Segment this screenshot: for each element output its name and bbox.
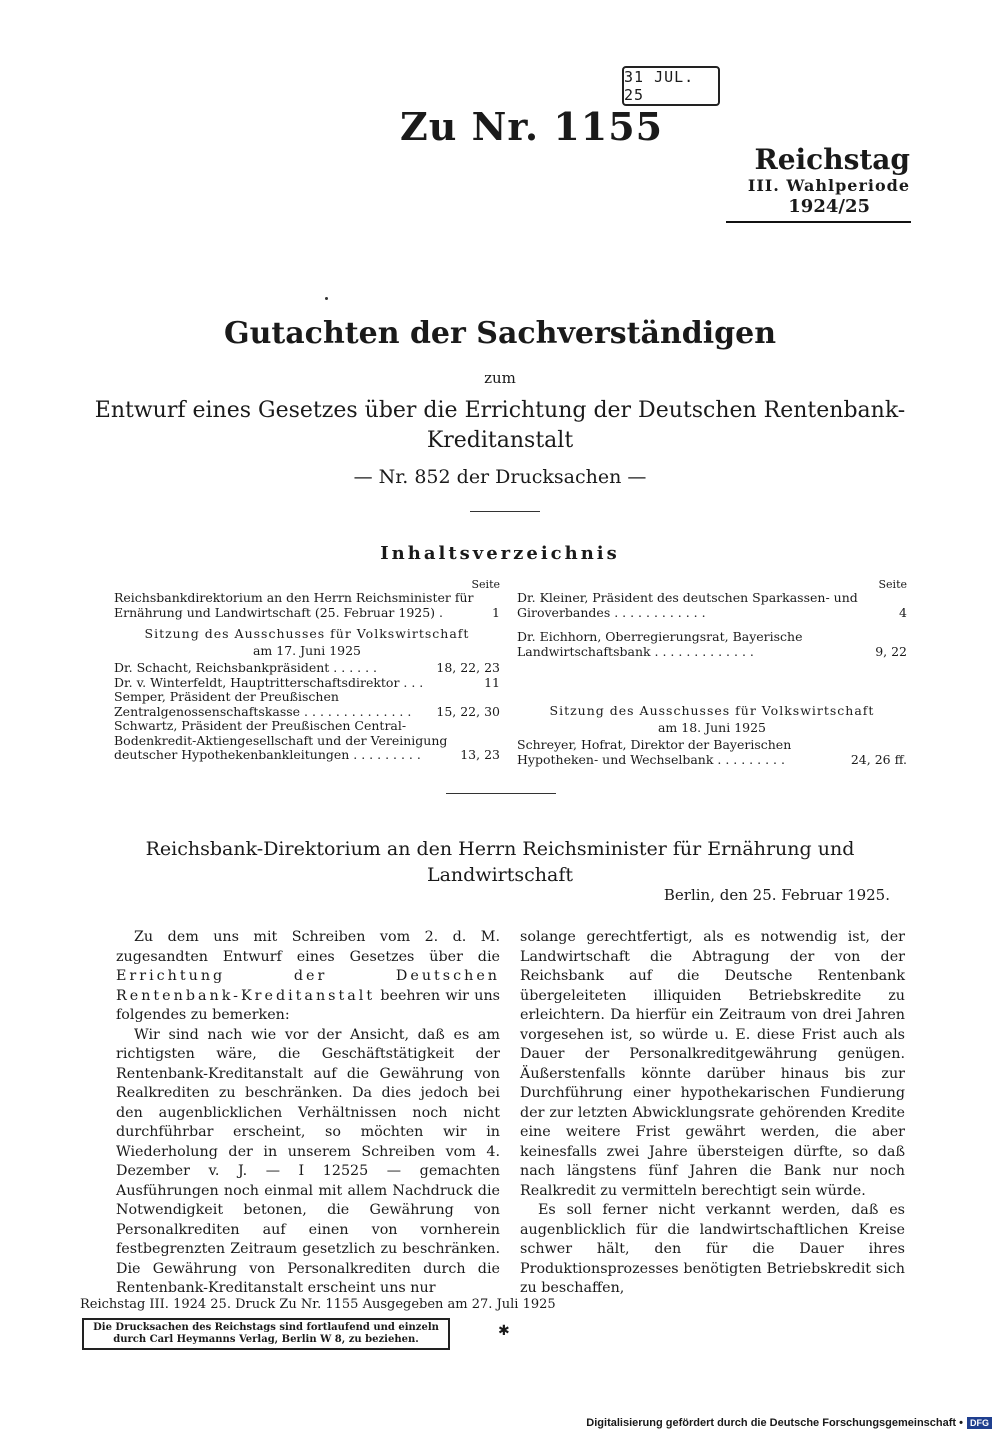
toc-entry-text: Dr. Kleiner, Präsident des deutschen Sparkassen- und Giroverbandes . . . . . . . . . . . . xyxy=(517,590,858,620)
years-label: 1924/25 xyxy=(788,196,870,217)
heading-zum: zum xyxy=(484,369,516,387)
section-heading: Reichsbank-Direktorium an den Herrn Reichsminister für Ernährung und Landwirtschaft xyxy=(145,838,855,886)
dateline: Berlin, den 25. Februar 1925. xyxy=(663,886,890,904)
toc-section-date: am 17. Juni 1925 xyxy=(252,642,362,658)
body-text: Zu dem uns mit Schreiben vom 2. d. M. zugesandten Entwurf eines Gesetzes über die xyxy=(116,929,500,965)
toc-entry xyxy=(517,591,907,620)
body-text-spaced: Errichtung der Deutschen Rentenbank-Kreditanstalt xyxy=(116,968,500,1004)
toc-entry-text: Dr. Schacht, Reichsbankpräsident . . . . . . xyxy=(114,660,378,675)
toc-entry-page: 4 xyxy=(899,604,907,620)
toc-entry-page: 9, 22 xyxy=(875,643,907,659)
toc-section-heading: Sitzung des Ausschusses für Volkswirtschaft xyxy=(144,626,470,641)
toc-entry-text: Semper, Präsident der Preußischen Zentralgenossenschaftskasse . . . . . . . . . . . . . . xyxy=(114,689,412,719)
body-paragraph: Es soll ferner nicht verkannt werden, daß es augenblicklich für die landwirtschaftlichen Kreise schwer hält, den für die Dauer ihres Produktionsprozesses benötigten Betriebskredit sich zu beschaffen, xyxy=(520,1202,905,1296)
toc-entry xyxy=(114,591,500,620)
speck-dot xyxy=(325,297,328,300)
toc-entry xyxy=(517,630,907,659)
reichstag-label: Reichstag xyxy=(754,143,910,176)
divider-rule xyxy=(446,793,556,794)
toc-entry-text: Schreyer, Hofrat, Direktor der Bayerischen Hypotheken- und Wechselbank . . . . . . . . . xyxy=(517,737,792,767)
heading-drucksache-ref: — Nr. 852 der Drucksachen — xyxy=(353,466,647,488)
dfg-credit xyxy=(586,1417,992,1429)
toc-entry-page: 15, 22, 30 xyxy=(436,703,500,719)
toc-entry xyxy=(517,738,907,767)
toc-entry-text: Schwartz, Präsident der Preußischen Central-Bodenkredit-Aktiengesellschaft und der Vereinigung deutscher Hypothekenbankleitungen . . . . . . . . . xyxy=(114,718,448,762)
toc-section-heading: Sitzung des Ausschusses für Volkswirtschaft xyxy=(549,703,875,718)
divider-rule xyxy=(470,511,540,512)
toc-entry-page: 1 xyxy=(492,604,500,620)
toc-left-column xyxy=(114,578,500,763)
date-stamp: 31 JUL. 25 xyxy=(622,66,720,106)
toc-entry xyxy=(114,661,500,676)
header-rule xyxy=(726,221,911,223)
body-left-column xyxy=(116,928,500,1299)
dfg-credit-text: Digitalisierung gefördert durch die Deutsche Forschungsgemeinschaft • xyxy=(586,1417,963,1429)
seite-label: Seite xyxy=(878,578,907,591)
toc-entry-page: 11 xyxy=(484,674,500,690)
toc-entry xyxy=(114,719,500,763)
toc-entry-page: 24, 26 ff. xyxy=(850,751,907,767)
toc-entry xyxy=(114,690,500,719)
seite-label: Seite xyxy=(471,578,500,591)
toc-entry-text: Dr. v. Winterfeldt, Hauptritterschaftsdirektor . . . xyxy=(114,674,424,690)
body-right-column xyxy=(520,928,905,1299)
body-paragraph: Wir sind nach wie vor der Ansicht, daß es am richtigsten wäre, die Geschäftstätigkeit der Rentenbank-Kreditanstalt auf die Gewährung von Realkrediten zu beschränken. Da dies jedoch bei den augenblicklichen Verhältnissen noch nicht durchführbar erscheint, so möchten wir in Wiederholung der in unserem Schreiben vom 4. Dezember v. J. — I 12525 — gemachten Ausführungen noch einmal mit allem Nachdruck die Notwendigkeit betonen, die Gewährung von Personalkrediten auf einen von vornherein festbegrenzten Zeitraum gesetzlich zu beschränken. Die Gewährung von Personalkrediten durch die Rentenbank-Kreditanstalt erscheint uns nur xyxy=(116,1026,500,1296)
body-paragraph: solange gerechtfertigt, als es notwendig ist, der Landwirtschaft die Abtragung der von der Reichsbank auf die Deutsche Rentenbank übergeleiteten illiquiden Betriebskredite zu erleichtern. Da hierfür ein Zeitraum von drei Jahren vorgesehen ist, so würde u. E. diese Frist auch als Dauer der Personalkreditgewährung genügen. Äußerstenfalls könnte darüber hinaus bis zur Durchführung einer hypothekarischen Fundierung der zur letzten Abwicklungsrate gehörenden Kredite eine weitere Frist gewährt werden, die aber keinesfalls zwei Jahre übersteigen dürfte, so daß nach längstens fünf Jahren die Bank nur noch Realkredit zu vermitteln berechtigt sein würde. xyxy=(520,929,905,1199)
wahlperiode-label: III. Wahlperiode xyxy=(747,176,910,195)
star-icon: ✱ xyxy=(498,1323,510,1339)
body-paragraph xyxy=(116,928,500,1026)
body-text: beehren wir uns folgendes zu bemerken: xyxy=(116,987,500,1023)
footer-print-line: Reichstag III. 1924 25. Druck Zu Nr. 1155 Ausgegeben am 27. Juli 1925 xyxy=(80,1297,556,1312)
toc-entry xyxy=(114,676,500,691)
toc-section-date: am 18. Juni 1925 xyxy=(657,719,767,735)
toc-entry-page: 18, 22, 23 xyxy=(436,660,500,675)
footer-publisher-box: Die Drucksachen des Reichstags sind fortlaufend und einzeln durch Carl Heymanns Verlag, Berlin W 8, zu beziehen. xyxy=(82,1318,450,1350)
reichstag-header-block xyxy=(720,144,910,223)
toc-entry-text: Dr. Eichhorn, Oberregierungsrat, Bayerische Landwirtschaftsbank . . . . . . . . . . . . . xyxy=(517,629,803,659)
toc-entry-page: 13, 23 xyxy=(460,747,500,762)
table-of-contents-heading: Inhaltsverzeichnis xyxy=(380,543,620,564)
main-heading: Gutachten der Sachverständigen xyxy=(223,316,777,351)
toc-entry-text: Reichsbankdirektorium an den Herrn Reichsminister für Ernährung und Landwirtschaft (25. Februar 1925) . xyxy=(114,590,474,620)
toc-right-column xyxy=(517,578,907,767)
document-number-title: Zu Nr. 1155 xyxy=(400,104,664,149)
dfg-logo: DFG xyxy=(967,1417,992,1429)
heading-entwurf: Entwurf eines Gesetzes über die Errichtung der Deutschen Rentenbank-Kreditanstalt xyxy=(94,398,906,453)
